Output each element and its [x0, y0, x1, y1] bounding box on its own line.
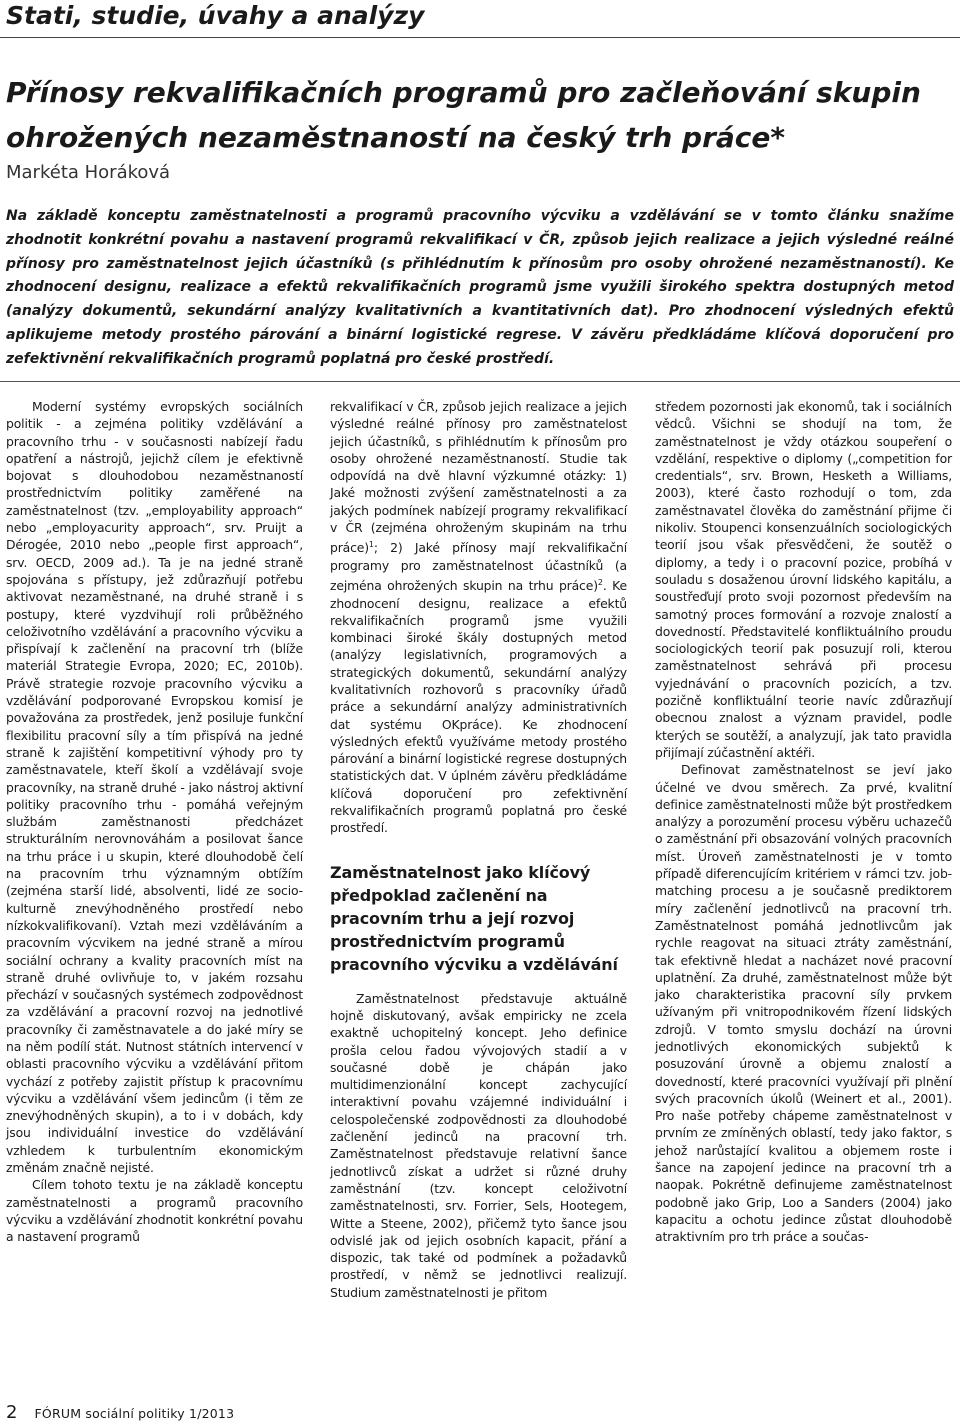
section-heading: Zaměstnatelnost jako klíčový předpoklad začlenění na pracovním trhu a její rozvoj prostřednictvím programů pracovního výcviku a vzdělávání	[330, 862, 618, 974]
body-column-1	[6, 398, 303, 1246]
text-run: rekvalifikací v ČR, způsob jejich realizace a jejich výsledné reálné přínosy pro zaměstnatelost jejich účastníků, s přihlédnutím k přínosům pro osoby ohrožené nezaměstnaností. Studie tak odpovídá na dvě hlavní výzkumné otázky: 1) Jaké možnosti zvýšení zaměstnatelnosti a za jakých podmínek nabízejí programy rekvalifikací v ČR (zejména ohroženým skupinám na trhu práce)	[330, 399, 627, 556]
body-paragraph: Moderní systémy evropských sociálních politik - a zejména politiky vzdělávání a pracovního trhu - v současnosti nabízejí řadu opatření a nástrojů, jejichž cílem je efektivně bojovat s dlouhodobou nezaměstnaností prostřednictvím politiky zaměřené na zaměstnatelnost (tzv. „employability approach“ nebo „employacurity approach“, srv. Pruijt a Dérogée, 2010 nebo „people first approach“, srv. OECD, 2009 ad.). Ta je na jedné straně spojována s přístupy, jež zdůrazňují potřebu aktivovat nezaměstnané, na druhé straně i s postupy, které vyzdvihují roli průběžného celoživotního vzdělávání a pracovního výcviku a přispívají k začlenění na pracovní trh (blíže materiál Strategie Evropa, 2020; EC, 2010b). Právě strategie rozvoje pracovního výcviku a vzdělávání podporované Evropskou komisí je považována za prostředek, jenž posiluje funkční flexibilitu pracovní síly a tím přispívá na jedné straně k zajištění kompetitivní výhody pro ty zaměstnavatele, kteří školí a vzdělávají svoje pracovníky, na straně druhé - jako nástroj aktivní politiky pracovního trhu - pomáhá veřejným službám zaměstnanosti předcházet strukturálním nerovnováhám a posilovat šance na trhu práce i u skupin, které dlouhodobě čelí na pracovním trhu významným obtížím (zejména starší lidé, absolventi, lidé ze socio-kulturně znevýhodněného prostředí nebo nízkokvalifikovaní). Vztah mezi vzděláváním a pracovním výcvikem na jedné straně a mírou sociální ochrany a kvality pracovních míst na straně druhé ovlivňuje to, v jakém rozsahu přechází v současných systémech zodpovědnost za vzdělávání a pracovní rozvoj na jednotlivé pracovníky či zaměstnavatele a do jaké míry se na něm podílí stát. Nutnost státních intervencí v oblasti pracovního výcviku a vzdělávání přitom vychází z potřeby zajistit přístup k pracovnímu výcviku a vzdělávání všem jedincům (i těm ze znevýhodněných skupin), a to i v dobách, kdy jsou individuální investice do vzdělávání vzhledem k turbulentním ekonomickým změnám značně nejisté.	[6, 399, 303, 1176]
journal-name: FÓRUM sociální politiky 1/2013	[34, 1406, 235, 1421]
footnote-ref-1: 1	[368, 540, 374, 550]
body-paragraph	[330, 398, 627, 837]
article-title: Přínosy rekvalifikačních programů pro začleňování skupin ohrožených nezaměstnaností na český trh práce*	[6, 76, 921, 154]
body-paragraph: Definovat zaměstnatelnost se jeví jako účelné ve dvou směrech. Za prvé, kvalitní definice zaměstnatelnosti může být prostředkem analýzy a porozumění procesu výběru uchazečů o zaměstnání při obsazování volných pracovních míst. Úroveň zaměstnatelnosti je v tomto případě diferencujícím kritériem v rámci tzv. job-matching procesu a je současně prediktorem míry začlenění jednotlivců na pracovní trh. Zaměstnatelnost pomáhá jednotlivcům jak rychle reagovat na situaci ztráty zaměstnání, tak efektivně hledat a nacházet nové pracovní uplatnění. Za druhé, zaměstnatelnost může být jako charakteristika pracovní síly prvkem užívaným při vnitropodnikovém řízení lidských zdrojů. V tomto smyslu dochází na úrovni jednotlivých ekonomických subjektů k posuzování úrovně a objemu znalostí a dovedností, které pracovníci využívají při plnění svých pracovních úkolů (Weinert et al., 2001). Pro naše potřeby chápeme zaměstnatelnost v prvním ze zmíněných oblastí, tedy jako faktor, s jehož narůstající kvalitou a objemem roste i šance na zapojení jedince na pracovní trh a naopak. Pokrétně definujeme zaměstnatelnost podobně jako Grip, Loo a Sanders (2004) jako kapacitu a ochotu jedince zůstat dlouhodobě atraktivním pro trh práce a součas-	[655, 762, 952, 1245]
page-footer	[6, 1402, 234, 1423]
section-header: Stati, studie, úvahy a analýzy	[6, 1, 425, 30]
page-number: 2	[6, 1402, 18, 1423]
abstract-divider	[0, 381, 960, 382]
abstract: Na základě konceptu zaměstnatelnosti a programů pracovního výcviku a vzdělávání se v tomto článku snažíme zhodnotit konkrétní povahu a nastavení programů rekvalifikací v ČR, způsob jejich realizace a jejich výsledné reálné přínosy pro zaměstnatelnost jejich účastníků (s přihlédnutím k přínosům pro osoby ohrožené nezaměstnaností). Ke zhodnocení designu, realizace a efektů rekvalifikačních programů jsme využili širokého spektra dostupných metod (analýzy dokumentů, sekundární analýzy kvalitativních a kvantitativních dat). Pro zhodnocení výsledných efektů aplikujeme metody prostého párování a binární logistické regrese. V závěru předkládáme klíčová doporučení pro zefektivnění rekvalifikačních programů poplatná pro české prostředí.	[6, 208, 954, 367]
header-divider	[0, 37, 960, 38]
body-paragraph: Cílem tohoto textu je na základě konceptu zaměstnatelnosti a programů pracovního výcviku a vzdělávání zhodnotit konkrétní povahu a nastavení programů	[6, 1177, 303, 1245]
author-name: Markéta Horáková	[6, 162, 171, 183]
body-paragraph: Zaměstnatelnost představuje aktuálně hojně diskutovaný, avšak empiricky ne zcela exaktně uchopitelný koncept. Jeho definice prošla celou řadou vývojových stadií a v současné době je chápán jako multidimenzionální koncept zachycující interaktivní povahu vzájemné individuální i celospolečenské zodpovědnosti za dlouhodobé začlenění jedinců na pracovní trh. Zaměstnatelnost představuje relativní šance jednotlivců získat a udržet si různé druhy zaměstnání (tzv. koncept celoživotní zaměstnatelnosti, srv. Forrier, Sels, Hootegem, Witte a Steene, 2002), přičemž tyto šance jsou odvislé jak od jejich osobních kapacit, přání a dispozic, tak také od podmínek a požadavků prostředí, v němž se jednotlivci realizují. Studium zaměstnatelnosti je přitom	[330, 990, 627, 1300]
body-column-2	[330, 398, 627, 1301]
text-run: . Ke zhodnocení designu, realizace a efektů rekvalifikačních programů jsme využili kombinaci široké škály dostupných metod (analýzy legislativních, programových a strategických dokumentů, sekundární analýzy kvalitativních rozhovorů s pracovníky úřadů práce a sekundární analýzy administrativních dat systému OKpráce). Ke zhodnocení výsledných efektů využíváme metody prostého párování a binární logistické regrese dostupných statistických dat. V úplném závěru předkládáme klíčová doporučení pro zefektivnění rekvalifikačních programů poplatná pro české prostředí.	[330, 578, 627, 836]
body-column-3	[655, 398, 952, 1246]
body-paragraph: středem pozornosti jak ekonomů, tak i sociálních vědců. Všichni se shodují na tom, že zaměstnatelnost je vždy otázkou soupeření o vzdělání, respektive o diplomy („competition for credentials“, srv. Brown, Hesketh a Williams, 2003), které často rozhodují o tom, zda zaměstnavatel člověka do zaměstnání přijme či nikoliv. Stoupenci konsenzuálních sociologických teorií jsou však přesvědčeni, že soutěž o diplomy, a tedy i o pracovní pozice, probíhá v souladu s dosaženou úrovní lidského kapitálu, a soustřeďují proto svoji pozornost především na samotný proces formování a rozvoje znalostí a dovedností. Představitelé konfliktuálního proudu sociologických teorií pak posuzují roli, kterou zaměstnatelnost sehrává při procesu vyjednávání o pracovních pozicích, a tzv. pozičně konfliktuální teorie navíc zdůrazňují obecnou znalost a význam pravidel, podle kterých se soutěží, a analyzují, jak tato pravidla přijímají zúčastnění aktéři.	[655, 399, 952, 760]
text-run: ; 2) Jaké přínosy mají rekvalifikační programy pro zaměstnatelnost účastníků (a zejména ohrožených skupin na trhu práce)	[330, 540, 627, 594]
footnote-ref-2: 2	[597, 578, 603, 588]
